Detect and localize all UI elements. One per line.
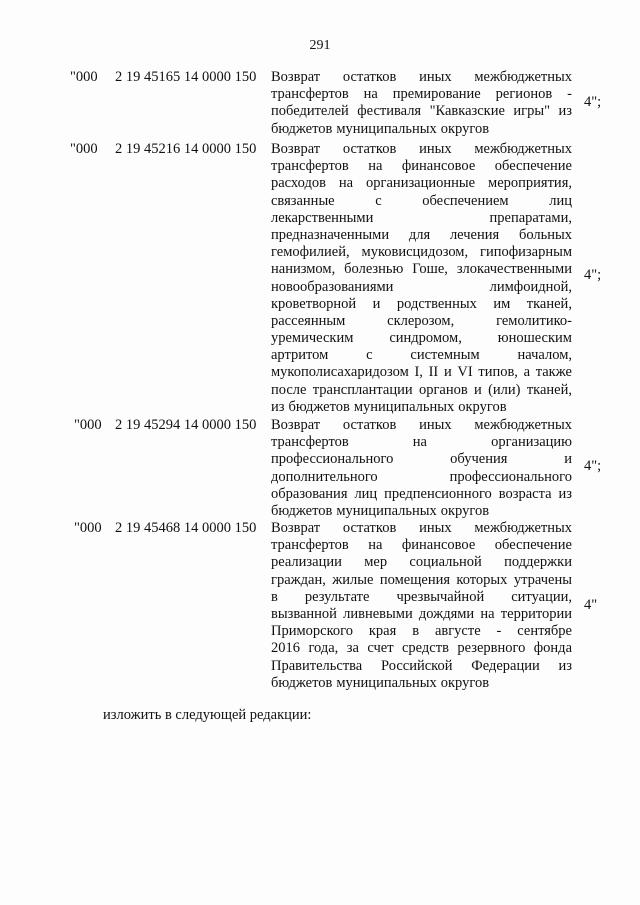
row-value: 4"; xyxy=(584,267,602,283)
description-line: из бюджетов муниципальных округов xyxy=(271,398,507,415)
description-line: Возврат остатков иных межбюджетных xyxy=(271,417,572,433)
budget-code: 2 19 45165 14 0000 150 xyxy=(115,69,257,85)
description-line: мукополисахаридозом I, II и VI типов, а также xyxy=(271,364,572,381)
description-line: профессионального обучения и xyxy=(271,451,572,468)
description-line: трансфертов на организацию xyxy=(271,434,572,451)
description-line: новообразованиями лимфоидной, xyxy=(271,278,572,295)
description-line: артритом с системным началом, xyxy=(271,347,572,364)
row-description xyxy=(271,141,572,416)
budget-code: 2 19 45216 14 0000 150 xyxy=(115,141,257,157)
description-line: победителей фестиваля "Кавказские игры" из xyxy=(271,103,572,120)
description-line: трансфертов на финансовое обеспечение xyxy=(271,537,572,554)
description-line: бюджетов муниципальных округов xyxy=(271,674,490,691)
description-line: расходов на организационные мероприятия, xyxy=(271,175,572,192)
description-line: уремическим синдромом, юношеским xyxy=(271,330,572,347)
description-line: Приморского края в августе - сентябре xyxy=(271,623,572,640)
description-line: 2016 года, за счет средств резервного фонда xyxy=(271,640,572,657)
description-line: трансфертов на финансовое обеспечение xyxy=(271,158,572,175)
description-line: гемофилией, муковисцидозом, гипофизарным xyxy=(271,244,572,261)
description-line: после трансплантации органов и (или) тканей, xyxy=(271,381,572,398)
description-line: Возврат остатков иных межбюджетных xyxy=(271,520,572,536)
budget-code: 2 19 45294 14 0000 150 xyxy=(115,417,257,433)
row-description xyxy=(271,417,572,520)
row-description xyxy=(271,69,572,138)
budget-code: 2 19 45468 14 0000 150 xyxy=(115,520,257,536)
page-number: 291 xyxy=(309,38,331,53)
row-prefix: "000 xyxy=(74,417,102,433)
row-prefix: "000 xyxy=(70,69,98,85)
description-line: кроветворной и родственных им тканей, xyxy=(271,295,572,312)
closing-text: изложить в следующей редакции: xyxy=(103,707,312,723)
description-line: лекарственными препаратами, xyxy=(271,209,572,226)
description-line: дополнительного профессионального xyxy=(271,468,572,485)
row-value: 4"; xyxy=(584,458,602,474)
description-line: образования лиц предпенсионного возраста из xyxy=(271,485,572,502)
row-description xyxy=(271,520,572,692)
description-line: бюджетов муниципальных округов xyxy=(271,502,490,519)
description-line: Возврат остатков иных межбюджетных xyxy=(271,69,572,85)
description-line: трансфертов на премирование регионов - xyxy=(271,86,572,103)
description-line: реализации мер социальной поддержки xyxy=(271,554,572,571)
row-prefix: "000 xyxy=(70,141,98,157)
description-line: бюджетов муниципальных округов xyxy=(271,120,490,137)
row-value: 4"; xyxy=(584,94,602,110)
description-line: предназначенными для лечения больных xyxy=(271,226,572,243)
description-line: граждан, жилые помещения которых утрачены xyxy=(271,571,572,588)
description-line: связанные с обеспечением лиц xyxy=(271,192,572,209)
description-line: вызванной ливневыми дождями на территории xyxy=(271,605,572,622)
description-line: рассеянным склерозом, гемолитико- xyxy=(271,312,572,329)
description-line: нанизмом, болезнью Гоше, злокачественными xyxy=(271,261,572,278)
description-line: в результате чрезвычайной ситуации, xyxy=(271,588,572,605)
description-line: Правительства Российской Федерации из xyxy=(271,657,572,674)
row-prefix: "000 xyxy=(74,520,102,536)
description-line: Возврат остатков иных межбюджетных xyxy=(271,141,572,157)
row-value: 4" xyxy=(584,597,598,613)
